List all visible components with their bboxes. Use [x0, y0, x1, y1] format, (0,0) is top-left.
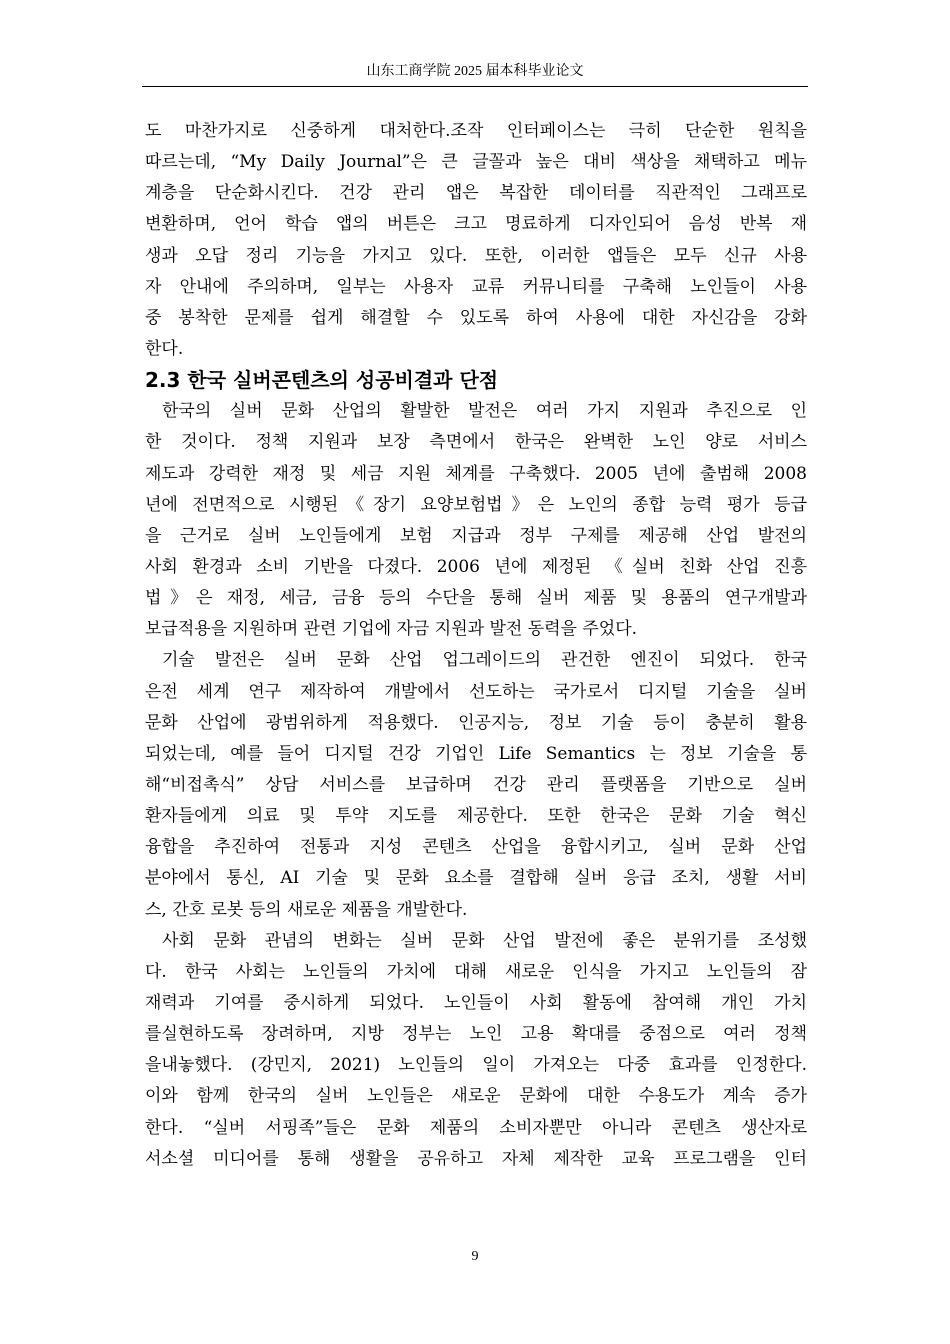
- paragraph-1: [145, 116, 807, 365]
- paragraph-2: [145, 396, 807, 645]
- text-line: 중 봉착한 문제를 쉽게 해결할 수 있도록 하여 사용에 대한 자신감을 강화: [145, 307, 807, 328]
- text-line: 한국의 실버 문화 산업의 활발한 발전은 여러 가지 지원과 추진으로 인: [162, 401, 807, 422]
- text-line: 다. 한국 사회는 노인들의 가치에 대해 새로운 인식을 가지고 노인들의 잠: [145, 961, 807, 982]
- text-line: 따르는데, “My Daily Journal”은 큰 글꼴과 높은 대비 색상을 채택하고 메뉴: [145, 152, 807, 173]
- text-line: 재력과 기여를 중시하게 되었다. 노인들이 사회 활동에 참여해 개인 가치: [145, 992, 807, 1013]
- text-line: 사회 문화 관념의 변화는 실버 문화 산업 발전에 좋은 분위기를 조성했: [162, 930, 807, 951]
- text-line: 제도과 강력한 재정 및 세금 지원 체계를 구축했다. 2005 년에 출범해 2008: [145, 463, 807, 484]
- paragraph-4: [145, 926, 807, 1175]
- text-line: 은전 세계 연구 제작하여 개발에서 선도하는 국가로서 디지털 기술을 실버: [145, 681, 807, 702]
- text-line: 생과 오답 정리 기능을 가지고 있다. 또한, 이러한 앱들은 모두 신규 사용: [145, 245, 807, 266]
- text-line: 자 안내에 주의하며, 일부는 사용자 교류 커뮤니티를 구축해 노인들이 사용: [145, 276, 807, 297]
- text-line: 문화 산업에 광범위하게 적용했다. 인공지능, 정보 기술 등이 충분히 활용: [145, 712, 807, 733]
- text-line: 서소셜 미디어를 통해 생활을 공유하고 자체 제작한 교육 프로그램을 인터: [145, 1148, 807, 1169]
- text-line: 를실현하도록 장려하며, 지방 정부는 노인 고용 확대를 중점으로 여러 정책: [145, 1024, 807, 1045]
- text-line: 한다. “실버 서핑족”들은 문화 제품의 소비자뿐만 아니라 콘텐츠 생산자로: [145, 1117, 807, 1138]
- text-line: 변환하며, 언어 학습 앱의 버튼은 크고 명료하게 디자인되어 음성 반복 재: [145, 214, 807, 235]
- text-line: 년에 전면적으로 시행된《장기 요양보험법》은 노인의 종합 능력 평가 등급: [145, 494, 807, 515]
- text-line: 을내놓했다. (강민지, 2021) 노인들의 일이 가져오는 다중 효과를 인정한다.: [145, 1055, 807, 1076]
- text-line: 한다.: [145, 338, 184, 359]
- text-line: 되었는데, 예를 들어 디지털 건강 기업인 Life Semantics 는 정보 기술을 통: [145, 743, 807, 764]
- page-number: 9: [471, 1249, 479, 1264]
- text-line: 분야에서 통신, AI 기술 및 문화 요소를 결합해 실버 응급 조치, 생활 서비: [145, 868, 807, 889]
- text-line: 보급적용을 지원하며 관련 기업에 자금 지원과 발전 동력을 주었다.: [145, 619, 638, 640]
- page-header: 山东工商学院 2025 届本科毕业论文: [366, 64, 584, 79]
- text-line: 기술 발전은 실버 문화 산업 업그레이드의 관건한 엔진이 되었다. 한국: [162, 650, 807, 671]
- text-line: 사회 환경과 소비 기반을 다졌다. 2006 년에 제정된 《실버 친화 산업 진흥: [145, 556, 807, 577]
- page-body: [145, 116, 807, 1175]
- text-line: 융합을 추진하여 전통과 지성 콘텐츠 산업을 융합시키고, 실버 문화 산업: [145, 837, 807, 858]
- section-heading: 2.3 한국 실버콘텐츠의 성공비결과 단점: [145, 368, 499, 393]
- paragraph-3: [145, 645, 807, 925]
- text-line: 환자들에게 의료 및 투약 지도를 제공한다. 또한 한국은 문화 기술 혁신: [145, 806, 807, 827]
- text-line: 스, 간호 로봇 등의 새로운 제품을 개발한다.: [145, 899, 468, 920]
- text-line: 이와 함께 한국의 실버 노인들은 새로운 문화에 대한 수용도가 계속 증가: [145, 1086, 807, 1107]
- header-rule: [142, 86, 808, 87]
- text-line: 법》은 재정, 세금, 금융 등의 수단을 통해 실버 제품 및 용품의 연구개발과: [145, 588, 807, 609]
- text-line: 을 근거로 실버 노인들에게 보험 지급과 정부 구제를 제공해 산업 발전의: [145, 525, 807, 546]
- text-line: 계층을 단순화시킨다. 건강 관리 앱은 복잡한 데이터를 직관적인 그래프로: [145, 183, 807, 204]
- text-line: 해“비접촉식” 상담 서비스를 보급하며 건강 관리 플랫폼을 기반으로 실버: [145, 774, 807, 795]
- text-line: 도 마찬가지로 신중하게 대처한다.조작 인터페이스는 극히 단순한 원칙을: [145, 121, 807, 141]
- text-line: 한 것이다. 정책 지원과 보장 측면에서 한국은 완벽한 노인 양로 서비스: [145, 432, 807, 453]
